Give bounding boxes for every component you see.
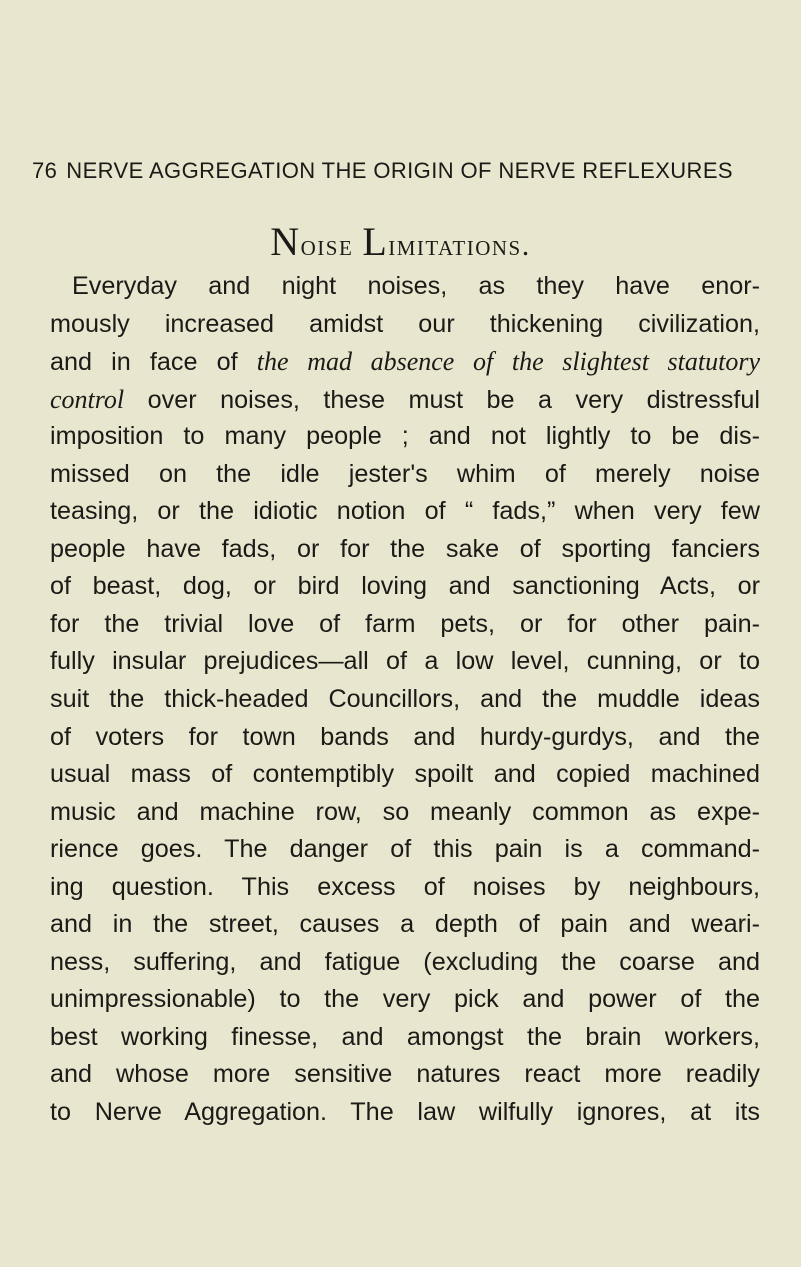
text-line: rience goes. The danger of this pain is a command- xyxy=(50,835,760,864)
text-line: missed on the idle jester's whim of merely noise xyxy=(50,459,760,488)
text-line: to Nerve Aggregation. The law wilfully ignores, at its xyxy=(50,1098,760,1127)
text-line: mously increased amidst our thickening civilization, xyxy=(50,309,760,338)
text-line: fully insular prejudices—all of a low level, cunning, or to xyxy=(50,647,760,676)
italic-phrase: control xyxy=(50,384,125,414)
text-line: of beast, dog, or bird loving and sanctioning Acts, or xyxy=(50,572,760,601)
running-title: NERVE AGGREGATION THE ORIGIN OF NERVE REFLEXURES xyxy=(66,158,733,183)
italic-phrase: the mad absence of the slightest statutory xyxy=(256,347,761,377)
text-line: of voters for town bands and hurdy-gurdys, and the xyxy=(50,722,760,751)
text-line: teasing, or the idiotic notion of “ fads,” when very few xyxy=(50,497,760,526)
text-line xyxy=(50,381,760,419)
section-title xyxy=(0,218,801,265)
text-line: ness, suffering, and fatigue (excluding the coarse and xyxy=(50,947,760,976)
text-line: music and machine row, so meanly common as expe- xyxy=(50,797,760,826)
text-line: best working finesse, and amongst the brain workers, xyxy=(50,1022,760,1051)
title-rest-limitations: imitations. xyxy=(388,229,531,262)
body-paragraph xyxy=(50,268,760,1132)
title-rest-noise: oise xyxy=(300,229,354,262)
text-line: and whose more sensitive natures react more readily xyxy=(50,1060,760,1089)
title-initial-noise: N xyxy=(270,219,301,264)
text-line: and in the street, causes a depth of pain and weari- xyxy=(50,910,760,939)
running-header xyxy=(32,158,792,184)
text-line: Everyday and night noises, as they have enor- xyxy=(72,272,760,300)
text-line: ing question. This excess of noises by neighbours, xyxy=(50,872,760,901)
page-number: 76 xyxy=(32,158,58,183)
text-line: for the trivial love of farm pets, or for other pain- xyxy=(50,609,760,638)
text-line: suit the thick-headed Councillors, and the muddle ideas xyxy=(50,685,760,714)
text-span: over noises, these must be a very distressful xyxy=(124,385,760,414)
text-line: unimpressionable) to the very pick and power of the xyxy=(50,985,760,1014)
text-span: and in face of xyxy=(50,348,257,377)
text-line: usual mass of contemptibly spoilt and copied machined xyxy=(50,760,760,789)
title-initial-limitations: L xyxy=(362,219,389,264)
text-line: imposition to many people ; and not lightly to be dis- xyxy=(50,422,760,451)
text-line xyxy=(50,343,760,381)
text-line: people have fads, or for the sake of sporting fanciers xyxy=(50,534,760,563)
